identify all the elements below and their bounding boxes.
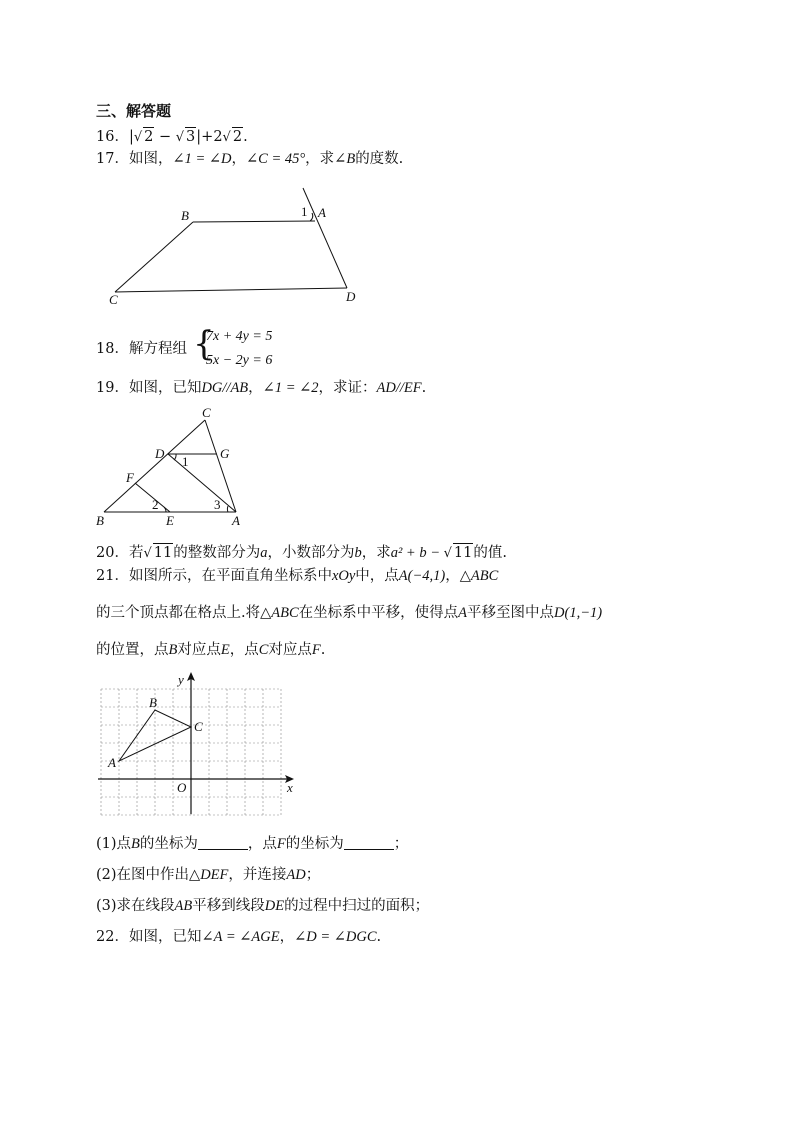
q21-text: (1)点 xyxy=(96,836,132,852)
var-a: a xyxy=(260,545,268,561)
q21-var: C xyxy=(258,642,269,658)
question-19 xyxy=(96,379,426,397)
question-21-part-2 xyxy=(96,866,320,884)
q20-text: 的值. xyxy=(473,545,507,561)
q16-end: . xyxy=(243,129,248,145)
figure-17-trapezoid xyxy=(100,180,380,310)
q22-eq2: ∠D = ∠DGC xyxy=(294,929,377,945)
label-o: O xyxy=(177,780,187,795)
q22-end: . xyxy=(376,929,382,945)
label-1: 1 xyxy=(182,454,189,469)
segment-cd xyxy=(115,288,347,292)
equation-1: 7x + 4y = 5 xyxy=(206,329,273,344)
label-g: G xyxy=(220,446,230,461)
radicand: 11 xyxy=(153,545,173,561)
label-a: A xyxy=(318,205,326,220)
question-22 xyxy=(96,928,381,946)
q21-text: 平移到线段 xyxy=(192,898,265,914)
question-17 xyxy=(96,150,403,168)
q21-var: B xyxy=(131,836,140,852)
q21-text: ， xyxy=(445,568,460,584)
q21-text: 的坐标为 xyxy=(139,836,198,852)
q21-text: 中，点 xyxy=(355,568,399,584)
label-y: y xyxy=(178,672,184,687)
label-b: B xyxy=(149,695,157,710)
q21-text: (2)在图中作出 xyxy=(96,867,190,883)
q20-text: ，小数部分为 xyxy=(267,545,355,561)
label-d: D xyxy=(155,446,165,461)
segment-bc xyxy=(115,222,193,292)
q21-number: 21． xyxy=(96,568,129,584)
separator: ， xyxy=(231,151,247,167)
question-21-line-1 xyxy=(96,567,498,585)
system-brace: { xyxy=(193,324,215,364)
question-21-line-3 xyxy=(96,641,325,659)
label-d: D xyxy=(346,289,356,304)
question-18 xyxy=(96,340,187,358)
q21-text: ； xyxy=(305,867,321,883)
equation-2: 5x − 2y = 6 xyxy=(206,353,273,368)
q18-text: 解方程组 xyxy=(128,341,187,357)
sqrt-sign: √ xyxy=(175,130,185,145)
q21-triangle: △ABC xyxy=(260,605,299,621)
q17-text: 的度数. xyxy=(355,151,404,167)
q21-text: 的坐标为 xyxy=(285,836,344,852)
q21-text: 平移至图中点 xyxy=(467,605,555,621)
radicand: 3 xyxy=(186,129,196,145)
line-ad-extended xyxy=(303,188,347,288)
q17-eq1: ∠1 = ∠D xyxy=(172,151,232,167)
abs-close: |+2 xyxy=(196,129,223,145)
abs-open: | xyxy=(128,129,134,145)
label-3: 3 xyxy=(214,497,221,512)
sqrt-sign: √ xyxy=(443,546,452,561)
question-21-part-1 xyxy=(96,835,408,853)
q21-text: ，并连接 xyxy=(228,867,287,883)
q20-expr: a² + b − xyxy=(390,545,444,561)
label-e: E xyxy=(166,513,174,528)
label-x: x xyxy=(287,780,293,795)
q19-end: . xyxy=(421,380,427,396)
q17-number: 17． xyxy=(96,151,129,167)
q22-eq1: ∠A = ∠AGE xyxy=(201,929,280,945)
radicand: 2 xyxy=(144,129,154,145)
q19-number: 19． xyxy=(96,380,129,396)
question-21-part-3 xyxy=(96,897,429,915)
question-16 xyxy=(96,127,248,147)
q21-text: . xyxy=(320,642,326,658)
separator: ， xyxy=(248,380,263,396)
q21-var: B xyxy=(168,642,178,658)
q21-text: 对应点 xyxy=(268,642,312,658)
angle-2-arc xyxy=(164,507,166,512)
q19-text: 如图，已知 xyxy=(128,380,202,396)
q21-xoy: xOy xyxy=(331,568,356,584)
q21-var: A xyxy=(458,605,468,621)
q21-var: E xyxy=(220,642,230,658)
figure-21-coordinate-grid xyxy=(94,668,304,820)
label-1: 1 xyxy=(301,204,308,219)
minus: − xyxy=(154,129,176,145)
label-c: C xyxy=(194,719,203,734)
figure-19-triangle xyxy=(90,402,260,534)
q21-text: ； xyxy=(393,836,409,852)
q19-given1: DG//AB xyxy=(201,380,249,396)
q21-text: ，点 xyxy=(247,836,277,852)
label-b: B xyxy=(181,208,189,223)
section-title: 三、解答题 xyxy=(96,102,172,120)
segment-ba xyxy=(193,221,315,222)
sqrt-sign: √ xyxy=(222,130,231,145)
q21-text: 如图所示，在平面直角坐标系中 xyxy=(128,568,332,584)
q17-text: 如图， xyxy=(128,151,173,167)
q21-point-a: A(−4,1) xyxy=(398,568,446,584)
q20-text: 的整数部分为 xyxy=(173,545,261,561)
q21-var: F xyxy=(276,836,286,852)
q21-segment: AB xyxy=(174,898,193,914)
q21-text: 的位置，点 xyxy=(96,642,169,658)
q20-number: 20． xyxy=(96,545,129,561)
q21-text: (3)求在线段 xyxy=(96,898,175,914)
q21-point-d: D(1,−1) xyxy=(554,605,603,621)
q19-prove: AD//EF xyxy=(376,380,422,396)
q21-text: 的过程中扫过的面积； xyxy=(284,898,430,914)
label-2: 2 xyxy=(152,497,159,512)
question-20 xyxy=(96,543,507,563)
q22-text: 如图，已知 xyxy=(128,929,202,945)
label-f: F xyxy=(126,470,134,485)
sqrt-sign: √ xyxy=(143,546,152,561)
q21-triangle: △ABC xyxy=(459,568,499,584)
q19-text: ，求证： xyxy=(318,380,377,396)
q21-segment: AD xyxy=(286,867,306,883)
radicand: 11 xyxy=(453,545,473,561)
label-b: B xyxy=(96,513,104,528)
answer-blank-b[interactable] xyxy=(198,837,248,850)
angle-1-arc xyxy=(174,454,176,460)
q20-text: ，求 xyxy=(361,545,391,561)
question-21-line-2 xyxy=(96,604,602,622)
radicand: 2 xyxy=(232,129,243,145)
label-c: C xyxy=(202,405,211,420)
q21-var: F xyxy=(311,642,321,658)
q17-eq2: ∠C = 45° xyxy=(246,151,306,167)
q20-text: 若 xyxy=(128,545,144,561)
q21-text: ，点 xyxy=(229,642,259,658)
q21-text: 的三个顶点都在格点上.将 xyxy=(96,605,261,621)
angle-3-arc xyxy=(227,506,228,512)
answer-blank-f[interactable] xyxy=(344,837,394,850)
q21-triangle: △DEF xyxy=(189,867,229,883)
sqrt-sign: √ xyxy=(133,130,143,145)
label-a: A xyxy=(108,755,116,770)
q16-number: 16． xyxy=(96,129,129,145)
separator: ， xyxy=(279,929,295,945)
q17-text: ，求 xyxy=(305,151,335,167)
angle-1-arc xyxy=(310,213,313,221)
label-c: C xyxy=(109,292,118,307)
q21-text: 在坐标系中平移，使得点 xyxy=(298,605,459,621)
q19-given2: ∠1 = ∠2 xyxy=(262,380,319,396)
q21-segment: DE xyxy=(264,898,285,914)
var-b: b xyxy=(354,545,362,561)
q21-text: 对应点 xyxy=(177,642,221,658)
q17-angle: ∠B xyxy=(334,151,356,167)
q22-number: 22． xyxy=(96,929,129,945)
label-a: A xyxy=(232,513,240,528)
q18-number: 18． xyxy=(96,341,129,357)
